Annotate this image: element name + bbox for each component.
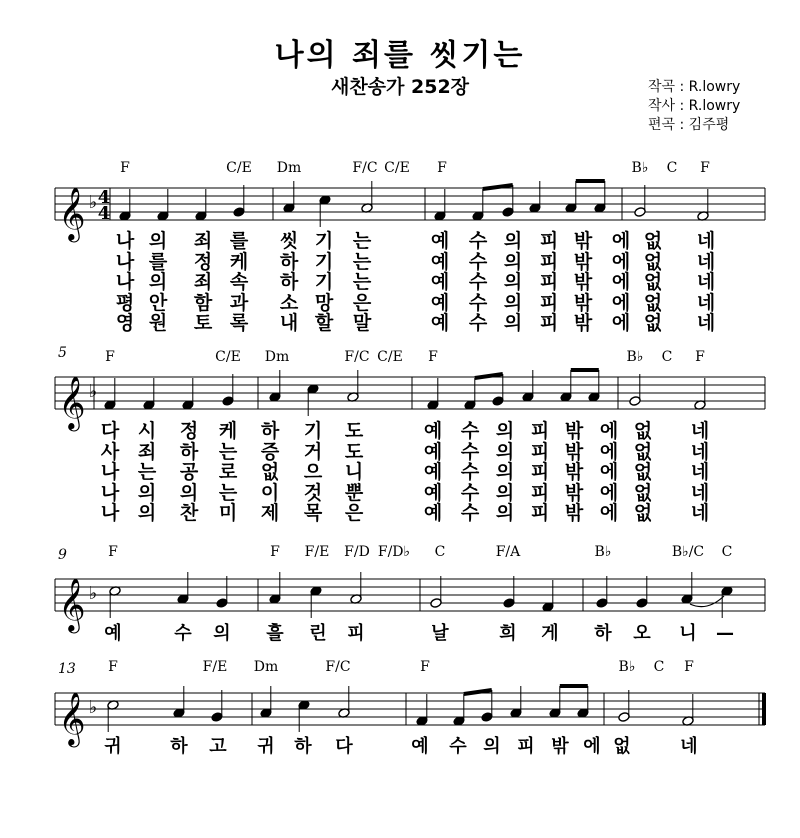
lyric-syllable: 피 (530, 441, 550, 463)
lyric-syllable: 죄 (137, 441, 157, 463)
lyric-syllable: 흘 (266, 623, 284, 644)
key-signature-flat-icon: ♭ (88, 583, 98, 604)
lyric-syllable: 예 (423, 420, 443, 442)
lyric-syllable: 목 (303, 502, 323, 524)
lyric-syllable: 은 (352, 292, 372, 314)
song-title: 나의 죄를 씻기는 (274, 38, 526, 73)
lyric-syllable: 예 (430, 292, 450, 314)
lyric-syllable: 의 (503, 292, 523, 314)
treble-clef-icon: 𝄞 (58, 577, 86, 631)
lyric-syllable: 수 (468, 312, 488, 334)
lyric-syllable: 에 (599, 441, 619, 463)
lyric-syllable: 하 (260, 420, 280, 442)
lyric-syllable: 수 (460, 461, 480, 483)
lyric-syllable: 는 (137, 461, 157, 483)
hymn-number: 새찬송가 252장 (330, 76, 470, 98)
lyric-syllable: 의 (483, 736, 501, 757)
lyric-syllable: 씻 (279, 230, 299, 252)
lyric-syllable: 밖 (564, 441, 584, 463)
lyric-syllable: 밖 (564, 461, 584, 483)
lyric-syllable: 사 (100, 441, 120, 463)
chord-symbol: C (653, 659, 665, 675)
lyric-syllable: 과 (229, 292, 249, 314)
chord-symbol: F (270, 544, 280, 560)
chord-symbol: F (108, 659, 118, 675)
lyric-syllable: 밖 (551, 736, 569, 757)
lyric-syllable: 으 (303, 461, 323, 483)
lyric-syllable: 없 (643, 312, 663, 334)
lyric-syllable: 은 (344, 502, 364, 524)
lyric-syllable: 정 (179, 420, 199, 442)
lyric-syllable: 찬 (179, 502, 199, 524)
lyric-syllable: 의 (495, 420, 515, 442)
lyric-syllable: — (716, 623, 734, 644)
lyric-syllable: 에 (599, 420, 619, 442)
lyric-syllable: 없 (643, 251, 663, 273)
lyric-syllable: 피 (347, 623, 365, 644)
tie (690, 596, 724, 607)
lyric-syllable: 밖 (573, 251, 593, 273)
lyric-syllable: 수 (468, 230, 488, 252)
final-barline (762, 693, 766, 725)
chord-symbol: C/E (384, 160, 410, 176)
lyric-syllable: 의 (137, 482, 157, 504)
chord-symbol: B♭ (631, 160, 649, 176)
lyric-syllable: 에 (611, 292, 631, 314)
lyric-syllable: 없 (643, 292, 663, 314)
lyric-syllable: 케 (218, 420, 238, 442)
lyric-syllable: 없 (633, 482, 653, 504)
chord-symbol: F (108, 544, 118, 560)
lyric-syllable: 네 (680, 736, 698, 757)
lyric-syllable: 네 (690, 502, 710, 524)
lyric-syllable: 는 (352, 271, 372, 293)
lyric-syllable: 에 (611, 230, 631, 252)
lyric-syllable: 예 (423, 502, 443, 524)
chord-symbol: F (684, 659, 694, 675)
lyric-syllable: 죄 (193, 271, 213, 293)
chord-symbol: F (428, 349, 438, 365)
lyric-syllable: 밖 (573, 292, 593, 314)
lyric-syllable: 니 (344, 461, 364, 483)
composer-credit: 작곡 : R.lowry (648, 79, 741, 95)
lyric-syllable: 케 (229, 251, 249, 273)
lyric-syllable: 하 (179, 441, 199, 463)
lyric-syllable: 증 (260, 441, 280, 463)
lyricist-credit: 작사 : R.lowry (648, 98, 741, 114)
lyric-syllable: 원 (148, 312, 168, 334)
lyric-syllable: 속 (229, 271, 249, 293)
lyric-syllable: 피 (517, 736, 535, 757)
lyric-syllable: 의 (495, 482, 515, 504)
lyric-syllable: 예 (430, 251, 450, 273)
lyric-syllable: 수 (174, 623, 192, 644)
lyric-syllable: 귀 (257, 736, 275, 757)
lyric-syllable: 의 (179, 482, 199, 504)
lyric-syllable: 에 (611, 271, 631, 293)
lyric-syllable: 나 (100, 502, 120, 524)
chord-symbol: B♭ (594, 544, 612, 560)
lyric-syllable: 날 (431, 623, 449, 644)
lyric-syllable: 기 (314, 271, 334, 293)
lyric-syllable: 에 (611, 312, 631, 334)
lyric-syllable: 피 (530, 461, 550, 483)
chord-symbol: F/C (344, 349, 370, 365)
treble-clef-icon: 𝄞 (58, 375, 86, 429)
lyric-syllable: 영 (115, 312, 135, 334)
lyric-syllable: 다 (100, 420, 120, 442)
lyric-syllable: 귀 (104, 736, 122, 757)
lyric-syllable: 의 (503, 251, 523, 273)
chord-symbol: F (700, 160, 710, 176)
lyric-syllable: 밖 (564, 420, 584, 442)
lyric-syllable: 말 (352, 312, 372, 334)
chord-symbol: B♭ (626, 349, 644, 365)
treble-clef-icon: 𝄞 (58, 691, 86, 745)
lyric-syllable: 의 (213, 623, 231, 644)
key-signature-flat-icon: ♭ (88, 381, 98, 402)
lyric-syllable: 희 (499, 623, 517, 644)
lyric-syllable: 네 (696, 251, 716, 273)
lyric-syllable: 소 (279, 292, 299, 314)
lyric-syllable: 것 (303, 482, 323, 504)
lyric-syllable: 안 (148, 292, 168, 314)
lyric-syllable: 의 (495, 441, 515, 463)
lyric-syllable: 거 (303, 441, 323, 463)
lyric-syllable: 의 (495, 502, 515, 524)
lyric-syllable: 없 (633, 461, 653, 483)
lyric-syllable: 기 (314, 230, 334, 252)
lyric-syllable: 밖 (573, 312, 593, 334)
chord-symbol: C/E (226, 160, 252, 176)
lyric-syllable: 네 (690, 441, 710, 463)
lyric-syllable: 없 (613, 736, 631, 757)
lyric-syllable: 하 (279, 251, 299, 273)
chord-symbol: F (105, 349, 115, 365)
lyric-syllable: 내 (279, 312, 299, 334)
lyric-syllable: 네 (696, 230, 716, 252)
lyric-syllable: 예 (411, 736, 429, 757)
lyric-syllable: 린 (309, 623, 327, 644)
lyric-syllable: 에 (599, 502, 619, 524)
lyric-syllable: 의 (137, 502, 157, 524)
lyric-syllable: 나 (115, 271, 135, 293)
lyric-syllable: 는 (352, 251, 372, 273)
lyric-syllable: 밖 (564, 482, 584, 504)
lyric-syllable: 밖 (573, 230, 593, 252)
lyric-syllable: 록 (229, 312, 249, 334)
lyric-syllable: 의 (148, 230, 168, 252)
lyric-syllable: 는 (218, 441, 238, 463)
measure-number: 13 (58, 661, 76, 677)
chord-symbol: F/C (325, 659, 351, 675)
measure-number: 5 (58, 345, 67, 361)
lyric-syllable: 하 (279, 271, 299, 293)
lyric-syllable: 수 (449, 736, 467, 757)
chord-symbol: C (434, 544, 446, 560)
lyric-syllable: 예 (430, 271, 450, 293)
lyric-syllable: 네 (696, 271, 716, 293)
lyric-syllable: 네 (696, 312, 716, 334)
time-signature-bottom: 4 (97, 203, 111, 224)
chord-symbol: F/A (495, 544, 521, 560)
lyric-syllable: 하 (294, 736, 312, 757)
lyric-syllable: 고 (209, 736, 227, 757)
lyric-syllable: 미 (218, 502, 238, 524)
lyric-syllable: 공 (179, 461, 199, 483)
lyric-syllable: 할 (314, 312, 334, 334)
lyric-syllable: 수 (468, 271, 488, 293)
lyric-syllable: 하 (594, 623, 612, 644)
chord-symbol: F (437, 160, 447, 176)
chord-symbol: Dm (264, 349, 290, 365)
lyric-syllable: 네 (690, 420, 710, 442)
lyric-syllable: 피 (539, 292, 559, 314)
lyric-syllable: 의 (495, 461, 515, 483)
lyric-syllable: 를 (148, 251, 168, 273)
lyric-syllable: 다 (335, 736, 353, 757)
treble-clef-icon: 𝄞 (58, 186, 86, 240)
lyric-syllable: 없 (643, 271, 663, 293)
lyric-syllable: 피 (530, 420, 550, 442)
lyric-syllable: 피 (530, 482, 550, 504)
chord-symbol: F/C (352, 160, 378, 176)
lyric-syllable: 게 (541, 623, 559, 644)
lyric-syllable: 수 (460, 502, 480, 524)
lyric-syllable: 피 (539, 251, 559, 273)
lyric-syllable: 예 (423, 441, 443, 463)
lyric-syllable: 기 (303, 420, 323, 442)
chord-symbol: F (120, 160, 130, 176)
lyric-syllable: 없 (633, 441, 653, 463)
time-signature-top: 4 (97, 187, 111, 208)
lyric-syllable: 의 (503, 230, 523, 252)
lyric-syllable: 수 (468, 292, 488, 314)
lyric-syllable: 나 (115, 230, 135, 252)
lyric-syllable: 피 (539, 271, 559, 293)
lyric-syllable: 네 (690, 461, 710, 483)
lyric-syllable: 망 (314, 292, 334, 314)
chord-symbol: F/E (202, 659, 228, 675)
chord-symbol: Dm (253, 659, 279, 675)
lyric-syllable: 를 (229, 230, 249, 252)
lyric-syllable: 없 (260, 461, 280, 483)
chord-symbol: F (695, 349, 705, 365)
lyric-syllable: 수 (468, 251, 488, 273)
key-signature-flat-icon: ♭ (88, 697, 98, 718)
lyric-syllable: 없 (643, 230, 663, 252)
lyric-syllable: 밖 (564, 502, 584, 524)
lyric-syllable: 의 (148, 271, 168, 293)
lyric-syllable: 없 (633, 420, 653, 442)
lyric-syllable: 수 (460, 482, 480, 504)
lyric-syllable: 이 (260, 482, 280, 504)
lyric-syllable: 로 (218, 461, 238, 483)
lyric-syllable: 기 (314, 251, 334, 273)
lyric-syllable: 에 (583, 736, 601, 757)
lyric-syllable: 수 (460, 420, 480, 442)
lyric-syllable: 뿐 (344, 482, 364, 504)
lyric-syllable: 도 (344, 420, 364, 442)
arranger-credit: 편곡 : 김주평 (648, 117, 730, 133)
lyric-syllable: 나 (115, 251, 135, 273)
lyric-syllable: 는 (352, 230, 372, 252)
lyric-syllable: 에 (599, 482, 619, 504)
chord-symbol: F (420, 659, 430, 675)
chord-symbol: C (721, 544, 733, 560)
lyric-syllable: 오 (633, 623, 651, 644)
chord-symbol: F/D (344, 544, 370, 560)
chord-symbol: F/D♭ (377, 544, 411, 560)
lyric-syllable: 피 (530, 502, 550, 524)
lyric-syllable: 에 (599, 461, 619, 483)
lyric-syllable: 밖 (573, 271, 593, 293)
lyric-syllable: 피 (539, 312, 559, 334)
lyric-syllable: 의 (503, 271, 523, 293)
lyric-syllable: 하 (170, 736, 188, 757)
chord-symbol: B♭ (618, 659, 636, 675)
lyric-syllable: 죄 (193, 230, 213, 252)
chord-symbol: C (661, 349, 673, 365)
lyric-syllable: 니 (679, 623, 697, 644)
chord-symbol: C/E (215, 349, 241, 365)
lyric-syllable: 수 (460, 441, 480, 463)
chord-symbol: C/E (377, 349, 403, 365)
lyric-syllable: 예 (430, 230, 450, 252)
lyric-syllable: 예 (104, 623, 122, 644)
lyric-syllable: 제 (260, 502, 280, 524)
lyric-syllable: 시 (137, 420, 157, 442)
lyric-syllable: 피 (539, 230, 559, 252)
lyric-syllable: 없 (633, 502, 653, 524)
lyric-syllable: 예 (423, 461, 443, 483)
lyric-syllable: 네 (696, 292, 716, 314)
key-signature-flat-icon: ♭ (88, 192, 98, 213)
lyric-syllable: 정 (193, 251, 213, 273)
lyric-syllable: 에 (611, 251, 631, 273)
lyric-syllable: 는 (218, 482, 238, 504)
lyric-syllable: 예 (430, 312, 450, 334)
lyric-syllable: 네 (690, 482, 710, 504)
lyric-syllable: 의 (503, 312, 523, 334)
lyric-syllable: 나 (100, 461, 120, 483)
lyric-syllable: 함 (193, 292, 213, 314)
lyric-syllable: 평 (115, 292, 135, 314)
chord-symbol: Dm (276, 160, 302, 176)
lyric-syllable: 도 (344, 441, 364, 463)
lyric-syllable: 예 (423, 482, 443, 504)
chord-symbol: F/E (304, 544, 330, 560)
lyric-syllable: 나 (100, 482, 120, 504)
chord-symbol: B♭/C (671, 544, 705, 560)
chord-symbol: C (666, 160, 678, 176)
measure-number: 9 (58, 547, 67, 563)
lyric-syllable: 토 (193, 312, 213, 334)
